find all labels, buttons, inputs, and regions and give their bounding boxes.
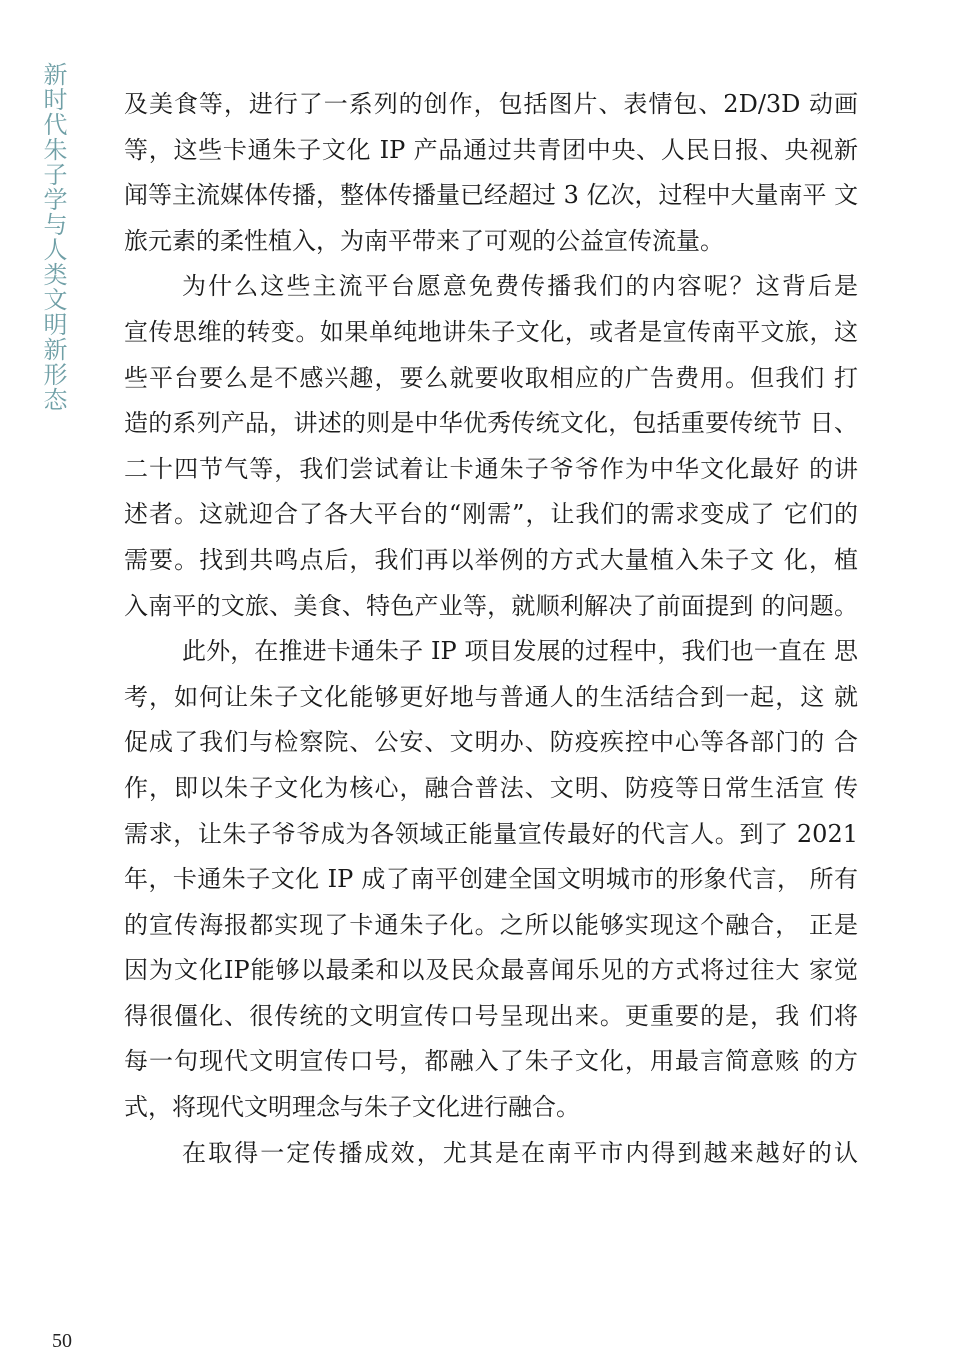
text-line: 需要。找到共鸣点后，我们再以举例的方式大量植入朱子文 化，植 bbox=[124, 545, 858, 574]
text-line: 些平台要么是不感兴趣，要么就要收取相应的广告费用。但我们 打 bbox=[124, 363, 858, 392]
text-line: 每一句现代文明宣传口号，都融入了朱子文化，用最言简意赅 的方 bbox=[124, 1047, 858, 1076]
text-line: 在取得一定传播成效，尤其是在南平市内得到越来越好的认 bbox=[182, 1138, 858, 1167]
text-line: 促成了我们与检察院、公安、文明办、防疫疾控中心等各部门的 合 bbox=[124, 728, 858, 757]
text-line: 需求，让朱子爷爷成为各领域正能量宣传最好的代言人。到了 2021 bbox=[124, 819, 858, 848]
running-title: 新时代朱子学与人类文明新形态 bbox=[39, 62, 67, 412]
page-number: 50 bbox=[52, 1330, 72, 1352]
text-line: 此外，在推进卡通朱子 IP 项目发展的过程中，我们也一直在 思 bbox=[182, 637, 858, 666]
text-line: 得很僵化、很传统的文明宣传口号呈现出来。更重要的是，我 们将 bbox=[124, 1001, 858, 1030]
text-line: 因为文化IP能够以最柔和以及民众最喜闻乐见的方式将过往大 家觉 bbox=[124, 956, 858, 985]
text-line: 及美食等，进行了一系列的创作，包括图片、表情包、2D/3D 动画 bbox=[124, 90, 858, 118]
text-line: 考，如何让朱子文化能够更好地与普通人的生活结合到一起，这 就 bbox=[124, 682, 858, 711]
text-line: 入南平的文旅、美食、特色产业等，就顺利解决了前面提到 的问题。 bbox=[124, 591, 858, 620]
text-line: 的宣传海报都实现了卡通朱子化。之所以能够实现这个融合， 正是 bbox=[124, 910, 858, 939]
text-line: 述者。这就迎合了各大平台的“刚需”，让我们的需求变成了 它们的 bbox=[124, 500, 858, 529]
text-line: 年，卡通朱子文化 IP 成了南平创建全国文明城市的形象代言， 所有 bbox=[124, 865, 858, 894]
body-text bbox=[124, 82, 858, 1176]
text-line: 旅元素的柔性植入，为南平带来了可观的公益宣传流量。 bbox=[124, 226, 724, 255]
text-line: 闻等主流媒体传播，整体传播量已经超过 3 亿次，过程中大量南平 文 bbox=[124, 181, 858, 210]
text-line: 式，将现代文明理念与朱子文化进行融合。 bbox=[124, 1093, 580, 1122]
text-line: 二十四节气等，我们尝试着让卡通朱子爷爷作为中华文化最好 的讲 bbox=[124, 454, 858, 483]
text-line: 作，即以朱子文化为核心，融合普法、文明、防疫等日常生活宣 传 bbox=[124, 773, 858, 802]
text-line: 造的系列产品，讲述的则是中华优秀传统文化，包括重要传统节 日、 bbox=[124, 409, 858, 438]
text-line: 为什么这些主流平台愿意免费传播我们的内容呢？这背后是 bbox=[182, 272, 858, 301]
text-line: 等，这些卡通朱子文化 IP 产品通过共青团中央、人民日报、央视新 bbox=[124, 135, 858, 164]
text-line: 宣传思维的转变。如果单纯地讲朱子文化，或者是宣传南平文旅，这 bbox=[124, 317, 858, 346]
